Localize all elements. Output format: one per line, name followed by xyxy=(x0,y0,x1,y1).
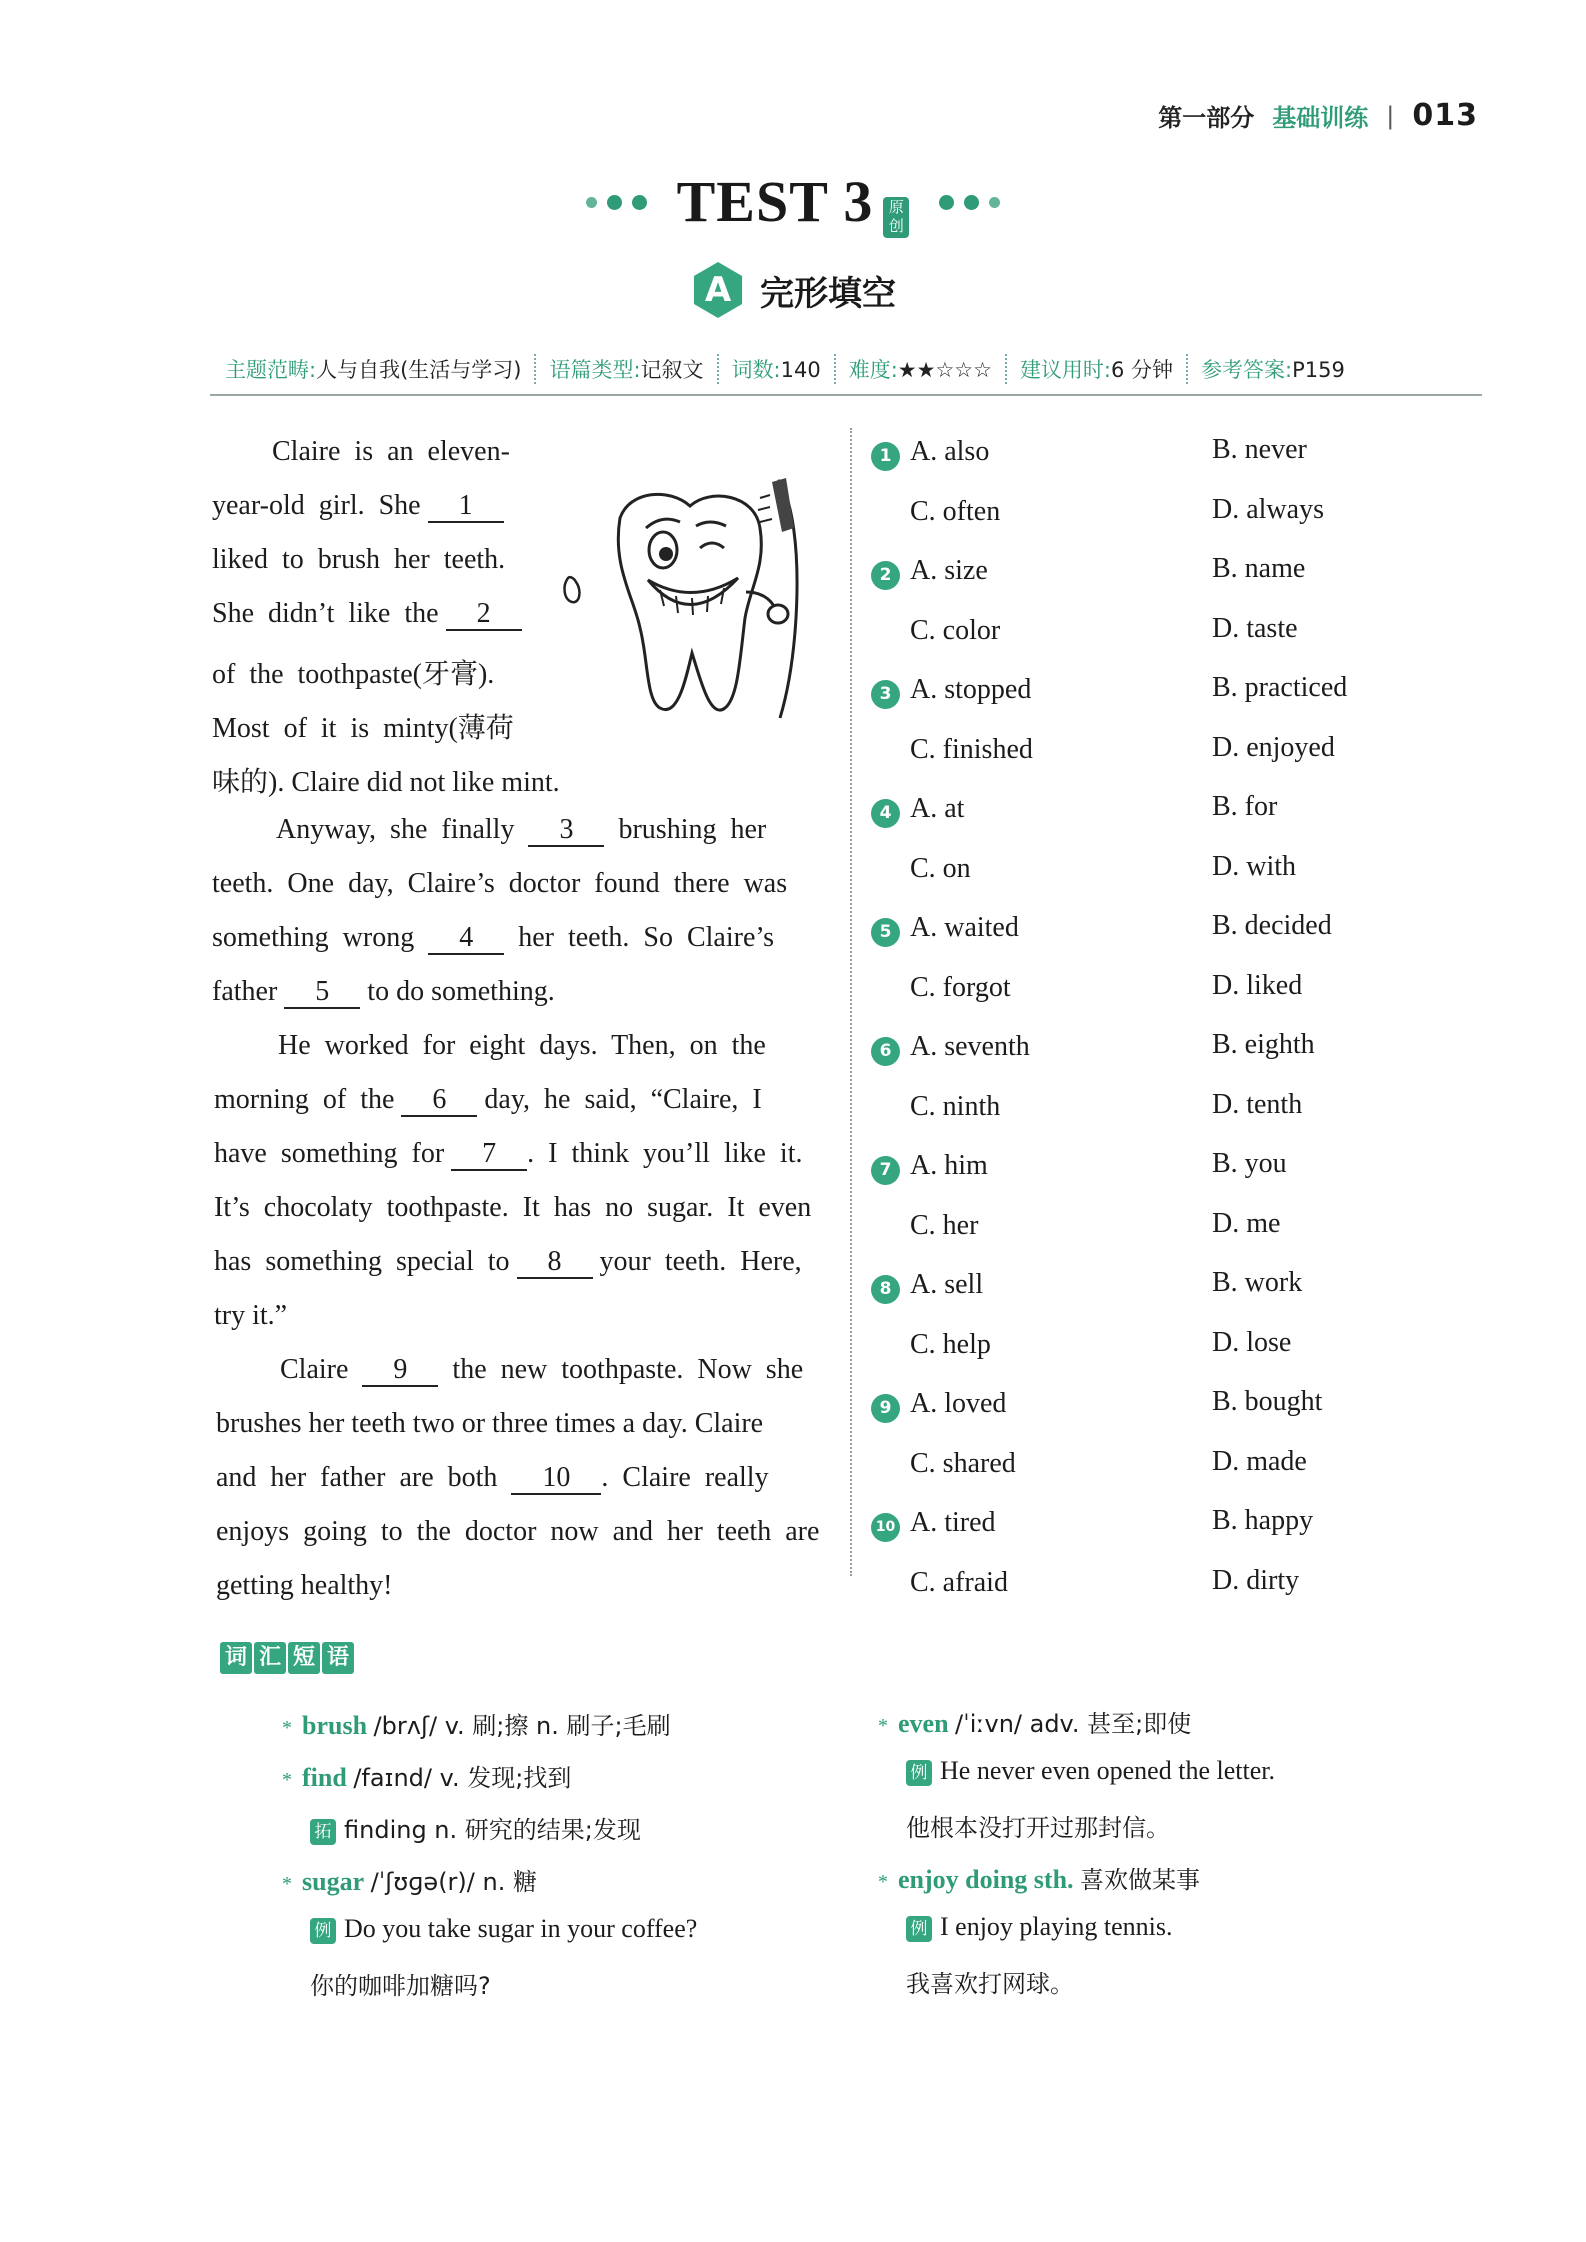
option-6a[interactable]: A. seventh xyxy=(910,1031,1030,1062)
section-letter-icon: A xyxy=(690,262,746,318)
option-9c[interactable]: C. shared xyxy=(910,1448,1016,1479)
question-number-10: 10 xyxy=(871,1513,900,1542)
tooth-cartoon-illustration xyxy=(560,468,840,748)
option-8a[interactable]: A. sell xyxy=(910,1269,984,1300)
passage-line: have something for 7 . I think you’ll like it. xyxy=(214,1138,803,1169)
passage-line: Most of it is minty(薄荷 xyxy=(212,713,514,744)
option-6c[interactable]: C. ninth xyxy=(910,1091,1001,1122)
example-icon: 例 xyxy=(906,1916,932,1942)
option-5d[interactable]: D. liked xyxy=(1212,970,1303,1001)
header-divider: | xyxy=(1386,101,1395,130)
passage-line: enjoys going to the doctor now and her teeth are xyxy=(216,1516,820,1547)
column-divider xyxy=(850,428,852,1576)
passage-line: of the toothpaste(牙膏). xyxy=(212,659,495,690)
option-5c[interactable]: C. forgot xyxy=(910,972,1011,1003)
question-number-2: 2 xyxy=(871,561,900,590)
blank-5[interactable]: 5 xyxy=(284,977,360,1009)
option-1d[interactable]: D. always xyxy=(1212,494,1324,525)
passage-line: morning of the 6 day, he said, “Claire, I xyxy=(214,1084,762,1115)
vocab-entry-enjoy: * enjoy doing sth. 喜欢做某事 xyxy=(878,1865,1201,1894)
section-title: 完形填空 xyxy=(760,273,896,314)
option-10a[interactable]: A. tired xyxy=(910,1507,996,1538)
passage-line: It’s chocolaty toothpaste. It has no sugar. It even xyxy=(214,1192,812,1223)
right-dots-decoration xyxy=(939,195,1000,210)
option-8b[interactable]: B. work xyxy=(1212,1267,1303,1298)
example-icon: 例 xyxy=(310,1918,336,1944)
option-2c[interactable]: C. color xyxy=(910,615,1001,646)
passage-line: She didn’t like the 2 xyxy=(212,598,522,631)
option-2a[interactable]: A. size xyxy=(910,555,988,586)
info-genre: 语篇类型:记叙文 xyxy=(536,354,718,384)
option-6b[interactable]: B. eighth xyxy=(1212,1029,1315,1060)
info-suggested-time: 建议用时:6 分钟 xyxy=(1007,354,1188,384)
option-5b[interactable]: B. decided xyxy=(1212,910,1332,941)
example-icon: 例 xyxy=(906,1760,932,1786)
info-bar xyxy=(210,344,1482,396)
option-3b[interactable]: B. practiced xyxy=(1212,672,1348,703)
section-label: 基础训练 xyxy=(1272,104,1369,132)
question-number-7: 7 xyxy=(871,1156,900,1185)
question-number-4: 4 xyxy=(871,799,900,828)
option-1a[interactable]: A. also xyxy=(910,436,990,467)
option-2b[interactable]: B. name xyxy=(1212,553,1306,584)
option-4d[interactable]: D. with xyxy=(1212,851,1296,882)
option-9b[interactable]: B. bought xyxy=(1212,1386,1323,1417)
vocab-example-sugar-cn: 你的咖啡加糖吗? xyxy=(310,1972,491,2000)
question-number-9: 9 xyxy=(871,1394,900,1423)
option-9d[interactable]: D. made xyxy=(1212,1446,1307,1477)
blank-6[interactable]: 6 xyxy=(401,1085,477,1117)
passage-line: father 5 to do something. xyxy=(212,976,555,1007)
info-theme: 主题范畴:人与自我(生活与学习) xyxy=(210,354,536,384)
option-1c[interactable]: C. often xyxy=(910,496,1001,527)
option-4a[interactable]: A. at xyxy=(910,793,965,824)
option-2d[interactable]: D. taste xyxy=(1212,613,1298,644)
vocab-entry-find: * find /faɪnd/ v. 发现;找到 xyxy=(282,1763,572,1792)
test-title-row xyxy=(0,168,1586,238)
test-title: TEST 3 xyxy=(676,169,874,234)
passage-line: 味的). Claire did not like mint. xyxy=(212,767,560,798)
passage-line: year-old girl. She 1 xyxy=(212,490,504,523)
option-4b[interactable]: B. for xyxy=(1212,791,1278,822)
vocab-example-sugar: 例 Do you take sugar in your coffee? xyxy=(310,1914,697,1944)
option-1b[interactable]: B. never xyxy=(1212,434,1307,465)
blank-3[interactable]: 3 xyxy=(528,815,604,847)
passage-line: getting healthy! xyxy=(216,1570,393,1601)
derivative-icon: 拓 xyxy=(310,1819,336,1845)
vocab-entry-sugar: * sugar /ˈʃʊɡə(r)/ n. 糖 xyxy=(282,1867,537,1896)
passage-line: teeth. One day, Claire’s doctor found there was xyxy=(212,868,788,899)
blank-7[interactable]: 7 xyxy=(451,1139,527,1171)
question-number-8: 8 xyxy=(871,1275,900,1304)
passage-line: liked to brush her teeth. xyxy=(212,544,506,575)
passage-line: and her father are both 10 . Claire really xyxy=(216,1462,769,1493)
blank-8[interactable]: 8 xyxy=(517,1247,593,1279)
blank-2[interactable]: 2 xyxy=(446,599,522,631)
vocabulary-heading: 词 汇 短 语 xyxy=(220,1642,354,1674)
option-3a[interactable]: A. stopped xyxy=(910,674,1032,705)
section-heading xyxy=(0,262,1586,318)
option-3d[interactable]: D. enjoyed xyxy=(1212,732,1335,763)
option-10d[interactable]: D. dirty xyxy=(1212,1565,1300,1596)
passage-line: He worked for eight days. Then, on the xyxy=(278,1030,766,1061)
passage-line: Claire 9 the new toothpaste. Now she xyxy=(280,1354,804,1385)
vocab-derivative-finding: 拓 finding n. 研究的结果;发现 xyxy=(310,1810,641,1845)
passage-line: Claire is an eleven- xyxy=(272,436,510,467)
blank-4[interactable]: 4 xyxy=(428,923,504,955)
vocab-entry-even: * even /ˈiːvn/ adv. 甚至;即使 xyxy=(878,1709,1192,1738)
question-number-1: 1 xyxy=(871,442,900,471)
blank-9[interactable]: 9 xyxy=(362,1355,438,1387)
running-header xyxy=(1158,98,1478,133)
passage-line: something wrong 4 her teeth. So Claire’s xyxy=(212,922,775,953)
option-10b[interactable]: B. happy xyxy=(1212,1505,1314,1536)
option-8c[interactable]: C. help xyxy=(910,1329,991,1360)
option-6d[interactable]: D. tenth xyxy=(1212,1089,1303,1120)
option-7c[interactable]: C. her xyxy=(910,1210,979,1241)
passage-line: brushes her teeth two or three times a day. Claire xyxy=(216,1408,764,1439)
left-dots-decoration xyxy=(586,195,647,210)
blank-10[interactable]: 10 xyxy=(511,1463,601,1495)
option-8d[interactable]: D. lose xyxy=(1212,1327,1292,1358)
option-7b[interactable]: B. you xyxy=(1212,1148,1287,1179)
option-7a[interactable]: A. him xyxy=(910,1150,988,1181)
blank-1[interactable]: 1 xyxy=(428,491,504,523)
option-5a[interactable]: A. waited xyxy=(910,912,1019,943)
vocab-example-enjoy-cn: 我喜欢打网球。 xyxy=(906,1970,1074,1998)
vocab-example-even: 例 He never even opened the letter. xyxy=(906,1756,1275,1786)
vocab-example-enjoy: 例 I enjoy playing tennis. xyxy=(906,1912,1173,1942)
passage-line: Anyway, she finally 3 brushing her xyxy=(276,814,767,845)
question-number-3: 3 xyxy=(871,680,900,709)
info-answer-page: 参考答案:P159 xyxy=(1201,358,1345,382)
vocab-entry-brush: * brush /brʌʃ/ v. 刷;擦 n. 刷子;毛刷 xyxy=(282,1711,671,1740)
info-word-count: 词数:140 xyxy=(719,354,836,384)
page-number: 013 xyxy=(1412,98,1478,133)
original-badge: 原创 xyxy=(883,197,909,238)
option-7d[interactable]: D. me xyxy=(1212,1208,1281,1239)
question-number-5: 5 xyxy=(871,918,900,947)
info-difficulty: 难度:★★☆☆☆ xyxy=(836,354,1007,384)
option-4c[interactable]: C. on xyxy=(910,853,971,884)
question-number-6: 6 xyxy=(871,1037,900,1066)
passage-line: try it.” xyxy=(214,1300,288,1331)
option-3c[interactable]: C. finished xyxy=(910,734,1033,765)
passage-line: has something special to 8 your teeth. Here, xyxy=(214,1246,802,1277)
vocab-example-even-cn: 他根本没打开过那封信。 xyxy=(906,1814,1170,1842)
option-9a[interactable]: A. loved xyxy=(910,1388,1007,1419)
part-label: 第一部分 xyxy=(1158,104,1255,132)
option-10c[interactable]: C. afraid xyxy=(910,1567,1008,1598)
